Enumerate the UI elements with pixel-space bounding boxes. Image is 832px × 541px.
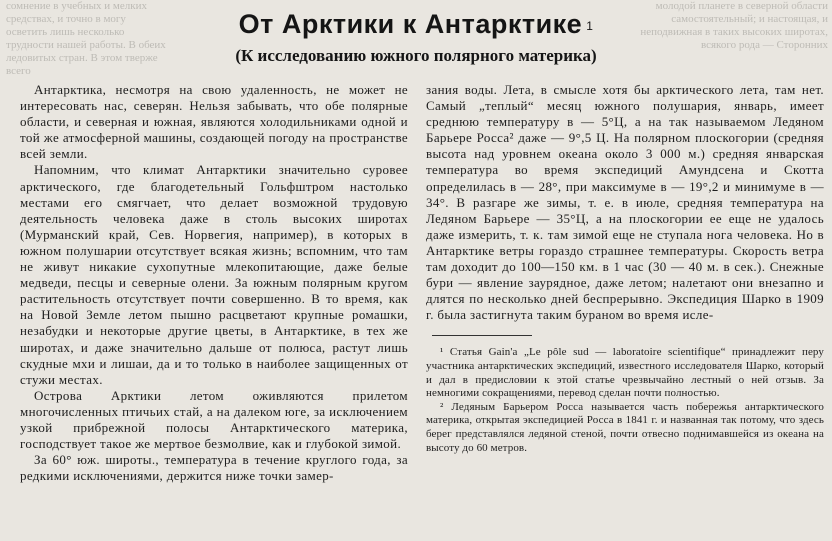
bleed-through-right: молодой планете в северной области самостоятельный; и настоящая, и неподвижная в таких высоких широтах, всякого рода — Сторонних: [640, 0, 828, 51]
article-subtitle: (К исследованию южного полярного материка): [235, 46, 597, 65]
paragraph: Напомним, что климат Антарктики значительно суровее арктического, где благодетельный Гольфштром настолько местами его смягчает, что делает возможной трудовую деятельность человека даже в столь высоких широтах (Мурманский край, Сев. Норвегия, например), в которых в южном полушарии отсутствует всякая жизнь; вспомним, что там не живут никакие сухопутные млекопитающие, даже белые медведи, песцы и северные олени. За южным полярным кругом растительность отсутствует почти совершенно. В то время, как на Новой Земле летом пышно расцветают крупные ромашки, незабудки и некоторые другие цветы, в Антарктике, в тех же широтах, и даже значительно дальше от полюса, растут лишь скудные мхи и лишаи, да и то только в наиболее защищенных от стужи местах.: [20, 162, 408, 387]
left-column: [20, 82, 408, 484]
bleed-through-left: сомнение в учебных и мелких средствах, и точно в могу осветить лишь несколько трудности нашей работы. В обеих ледовитых стран. В этом тверже всего: [6, 0, 166, 77]
footnote-divider: [432, 335, 532, 336]
footnote: ² Ледяным Барьером Росса называется часть побережья антарктического материка, открытая экспедицией Росса в 1841 г. и названная так потому, что здесь берег представлялся ледяной стеной, почти отвесно поднимавшейся из океана на высоту до 60 метров.: [426, 400, 824, 454]
footnote: ¹ Статья Gain'a „Le pôle sud — laboratoire scientifique“ принадлежит перу участника антарктических экспедиций, известного исследователя Шарко, который и дал в предисловии к этой статье чрезвычайно лестный о ней отзыв. За немногими сокращениями, перевод сделан почти полностью.: [426, 346, 824, 400]
paragraph: Острова Арктики летом оживляются прилетом многочисленных птичьих стай, а на далеком юге, за исключением узкой прибрежной полосы Антарктического материка, господствует такое же мертвое безмолвие, как и глубокой зимой.: [20, 387, 408, 452]
title-text: От Арктики к Антарктике: [238, 9, 583, 39]
article-title: [0, 8, 832, 40]
right-column: [426, 82, 824, 455]
paragraph: Антарктика, несмотря на свою удаленность, не может не интересовать нас, северян. Нельзя забывать, что обе полярные области, и северная и южная, являются холодильниками одной и той же атмосферной машины, создающей погоду на пространстве всей земли.: [20, 82, 408, 162]
paragraph: За 60° юж. широты., температура в течение круглого года, за редкими исключениями, держится ниже точки замер-: [20, 452, 408, 484]
title-footnote-mark: 1: [586, 19, 594, 33]
paragraph: зания воды. Лета, в смысле хотя бы арктического лета, там нет. Самый „теплый“ месяц южного полушария, январь, имеет среднюю температуру в — 5°Ц, а на так называемом Ледяном Барьере Росса² даже — 9°,5 Ц. На полярном плоскогории (средняя высота над уровнем океана около 3 000 м.) средняя январская температура во время экспедиций Амундсена и Скотта определилась в — 28°, при максимуме в — 19°,2 и минимуме в — 34°. В разгаре же зимы, т. е. в июле, средняя температура на Ледяном Барьере — 35°Ц, а на плоскогории ее еще не удалось даже измерить, т. к. там зимой еще не ступала нога человека. Но в Антарктике ветры гораздо страшнее температуры. Скорость ветра там доходит до 100—150 км. в 1 час (30 — 40 м. в сек.). Снежные бури — явление заурядное, даже летом; налетают они внезапно и длятся по несколько дней беспрерывно. Экспедиция Шарко в 1909 г. была застигнута таким бураном во время исле-: [426, 82, 824, 323]
